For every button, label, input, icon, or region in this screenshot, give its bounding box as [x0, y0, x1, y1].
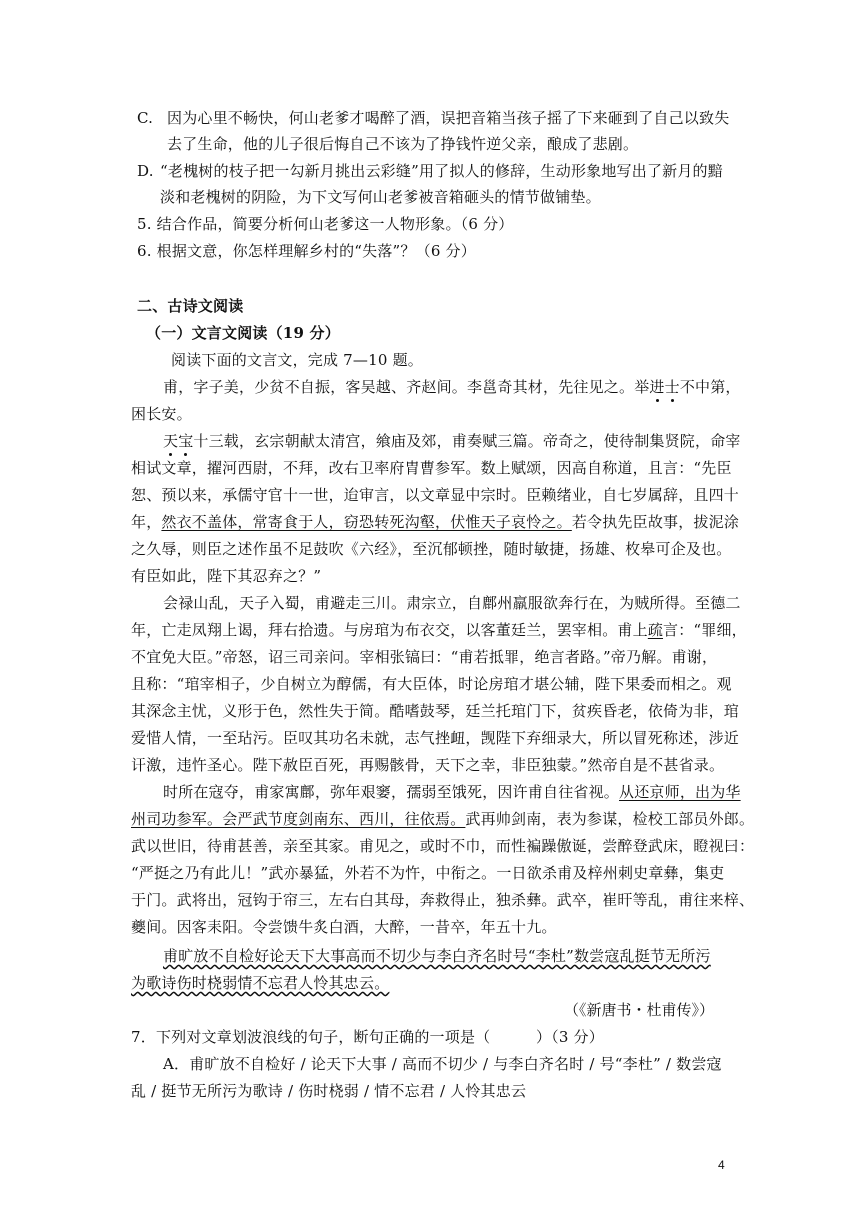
emphasis-dot-char: 宝: [178, 432, 194, 450]
passage-source: （《新唐书・杜甫传》）: [563, 1001, 714, 1019]
text-segment: 甫，字子美，少贫不自振，客吴越、齐赵间。李邕奇其材，先往见之。举: [163, 378, 650, 396]
question-6: 6. 根据文意，你怎样理解乡村的“失落”？（6 分）: [137, 242, 476, 260]
text-segment: 武再帅剑南，表为参谋，检校工部员外郎。: [465, 810, 755, 828]
text-segment: 年，: [131, 513, 162, 531]
question-7-option-a-line1: A．甫旷放不自检好 / 论天下大事 / 高而不切少 / 与李白齐名时 / 号“李杜” / 数尝寇: [163, 1055, 722, 1073]
text-segment: 十三载，玄宗朝献太清宫，飨庙及郊，甫奏赋三篇。帝奇之，使待制集贤院，命宰: [193, 432, 741, 450]
passage-p3-line6: 爱惜人情，一至玷污。臣叹其功名未就，志气挫衄，觊陛下弃细录大，所以冒死称述，涉近: [131, 729, 740, 747]
underlined-sentence: 州司功参军。会严武节度剑南东、西川，往依焉。: [131, 810, 466, 828]
passage-p3-line4: 且称：“琯宰相子，少自树立为醇儒，有大臣体，时论房琯才堪公辅，陛下果委而相之。观: [131, 675, 732, 693]
passage-p4-line5: 于门。武将出，冠钩于帘三，左右白其母，奔救得止，独杀彝。武卒，崔旰等乱，甫往来梓、: [131, 891, 755, 909]
instruction-text: 阅读下面的文言文，完成 7—10 题。: [171, 351, 423, 369]
emphasis-dot-char: 进: [649, 378, 665, 396]
wavy-underlined-sentence: 为歌诗伤时桡弱情不忘君人怜其忠云。: [131, 974, 390, 992]
section-heading: 二、古诗文阅读: [137, 297, 244, 315]
text-segment: 时所在寇夺，甫家寓鄜，弥年艰窭，孺弱至饿死，因许甫自往省视。: [163, 783, 620, 801]
passage-p2-line2: 相试文章，擢河西尉，不拜，改右卫率府胄曹参军。数上赋颂，因高自称道，且言：“先臣: [131, 459, 732, 477]
option-c-line2: 去了生命，他的儿子很后悔自己不该为了挣钱忤逆父亲，酿成了悲剧。: [167, 135, 639, 153]
passage-p3-line5: 其深念主忧，义形于色，然性失于简。酷嗜鼓琴，廷兰托琯门下，贫疾昏老，依倚为非，琯: [131, 702, 740, 720]
wavy-underlined-sentence: 甫旷放不自检好论天下大事高而不切少与李白齐名时号“李杜”数尝寇乱挺节无所污: [163, 947, 711, 965]
option-c-label: C.: [137, 109, 154, 127]
underlined-char: 疏: [647, 621, 664, 639]
text-segment: 不中第，: [679, 378, 741, 396]
passage-p4-line1: [163, 782, 741, 802]
text-segment: 年，亡走凤翔上谒，拜右拾遗。与房琯为布衣交，以客董廷兰，罢宰相。甫上: [131, 621, 648, 639]
passage-p2-line1: [163, 431, 741, 451]
passage-p2-line3: 恕、预以来，承儒守官十一世，迨审言，以文章显中宗时。臣赖绪业，自七岁属辞，且四十: [131, 486, 740, 504]
option-d-label: D.: [137, 162, 154, 180]
emphasis-dot-char: 天: [163, 432, 179, 450]
passage-p1-line1: [163, 377, 741, 397]
question-7-stem: 7．下列对文章划波浪线的句子，断句正确的一项是（ ）（3 分）: [131, 1028, 604, 1046]
passage-p4-line3: 武以世旧，待甫甚善，亲至其家。甫见之，或时不巾，而性褊躁傲诞，尝醉登武床，瞪视曰：: [131, 837, 755, 855]
question-5: 5. 结合作品，简要分析何山老爹这一人物形象。（6 分）: [137, 215, 514, 233]
passage-p4-line2: [131, 809, 754, 829]
passage-p3-line1: 会禄山乱，天子入蜀，甫避走三川。肃宗立，自鄜州羸服欲奔行在，为贼所得。至德二: [163, 594, 741, 612]
passage-p4-line6: 夔间。因客耒阳。令尝馈牛炙白酒，大醉，一昔卒，年五十九。: [131, 918, 557, 936]
passage-p3-line7: 讦激，违忤圣心。陛下赦臣百死，再赐骸骨，天下之幸，非臣独蒙。”然帝自是不甚省录。: [131, 756, 725, 774]
passage-p2-line6: 有臣如此，陛下其忍弃之？”: [131, 567, 322, 585]
passage-p2-line5: 之久辱，则臣之述作虽不足鼓吹《六经》，至沉郁顿挫，随时敏捷，扬雄、枚皋可企及也。: [131, 540, 732, 558]
passage-p5-line2: [131, 973, 389, 993]
passage-p4-line4: “严挺之乃有此儿！”武亦暴猛，外若不为忤，中衔之。一日欲杀甫及梓州刺史章彝，集吏: [131, 864, 725, 882]
passage-p3-line2: [131, 620, 747, 640]
passage-p2-line4: [131, 512, 739, 532]
option-c-line1: 因为心里不畅快，何山老爹才喝醉了酒，误把音箱当孩子摇了下来砸到了自己以致失: [167, 109, 730, 127]
underlined-sentence: 从还京师，出为华: [619, 783, 741, 801]
passage-p5-line1: [163, 946, 711, 966]
text-segment: 言：“罪细，: [663, 621, 747, 639]
question-7-option-a-line2: 乱 / 挺节无所污为歌诗 / 伤时桡弱 / 情不忘君 / 人怜其忠云: [131, 1082, 527, 1100]
emphasis-dot-char: 士: [664, 378, 680, 396]
text-segment: 若令执先臣故事，拔泥涂: [571, 513, 740, 531]
option-d-line1: “老槐树的枝子把一勾新月挑出云彩缝”用了拟人的修辞，生动形象地写出了新月的黯: [160, 162, 723, 180]
passage-p3-line3: 不宜免大臣。”帝怒，诏三司亲问。宰相张镐曰：“甫若抵罪，绝言者路。”帝乃解。甫谢，: [131, 648, 718, 666]
page-number: 4: [718, 1158, 725, 1172]
underlined-sentence: 然衣不盖体，常寄食于人，窃恐转死沟壑，伏惟天子哀怜之。: [161, 513, 572, 531]
sub-section-heading: （一）文言文阅读（19 分）: [146, 324, 340, 342]
passage-p1-line2: 困长安。: [131, 405, 192, 423]
option-d-line2: 淡和老槐树的阴险，为下文写何山老爹被音箱砸头的情节做铺垫。: [160, 188, 601, 206]
